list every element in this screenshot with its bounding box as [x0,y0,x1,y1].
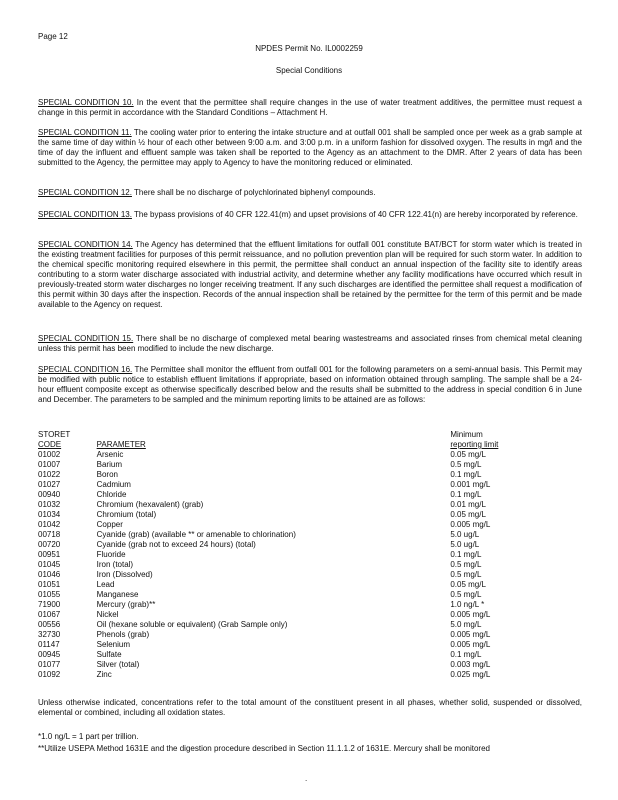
reporting-limit: 0.05 mg/L [450,450,486,459]
reporting-limit: 0.005 mg/L [450,640,491,649]
parameter-name: Zinc [96,670,112,679]
condition-label: SPECIAL CONDITION 13. [38,210,132,219]
parameter-name: Sulfate [96,650,122,659]
reporting-limit-header: reporting limit [450,440,499,449]
storet-header: STORET [38,430,71,439]
table-row [38,520,582,530]
storet-code: 00945 [38,650,61,659]
table-row [38,670,582,680]
parameter-name: Cadmium [96,480,131,489]
reporting-limit: 0.05 mg/L [450,580,486,589]
reporting-limit: 0.005 mg/L [450,610,491,619]
storet-code: 01034 [38,510,61,519]
header-spacer [85,430,415,440]
footnote-1: *1.0 ng/L = 1 part per trillion. [38,732,139,741]
page-number: Page 12 [38,32,68,41]
footnote-2: **Utilize USEPA Method 1631E and the digestion procedure described in Section 11.1.1.2 of 1631E. Mercury shall be monitored [38,744,490,753]
condition-label: SPECIAL CONDITION 16. [38,365,133,374]
special-condition-12 [38,188,582,198]
condition-text: There shall be no discharge of complexed metal bearing wastestreams and associated rinses from chemical metal cleaning unless this permit has been modified to include the new discharge. [38,334,582,353]
reporting-limit: 5.0 ug/L [450,530,480,539]
special-condition-14 [38,240,582,310]
table-row [38,580,582,590]
special-condition-16 [38,365,582,405]
parameter-table [38,430,582,680]
storet-code: 00556 [38,620,61,629]
reporting-limit: 0.025 mg/L [450,670,491,679]
table-header-row-1 [38,430,582,440]
storet-code: 00718 [38,530,61,539]
parameter-name: Mercury (grab)** [96,600,156,609]
parameter-name: Phenols (grab) [96,630,150,639]
condition-label: SPECIAL CONDITION 14. [38,240,133,249]
table-row [38,510,582,520]
reporting-limit: 0.01 mg/L [450,500,486,509]
table-row [38,630,582,640]
table-row [38,600,582,610]
reporting-limit: 0.1 mg/L [450,490,482,499]
table-row [38,480,582,490]
reporting-limit: 0.001 mg/L [450,480,491,489]
storet-code: 00951 [38,550,61,559]
storet-code: 01067 [38,610,61,619]
reporting-limit: 0.005 mg/L [450,630,491,639]
reporting-limit: 1.0 ng/L * [450,600,485,609]
storet-code: 01051 [38,580,61,589]
table-row [38,470,582,480]
parameter-name: Cyanide (grab) (available ** or amenable to chlorination) [96,530,296,539]
storet-code: 01032 [38,500,61,509]
permit-number: NPDES Permit No. IL0002259 [255,44,363,53]
reporting-limit: 0.1 mg/L [450,470,482,479]
concentration-note: Unless otherwise indicated, concentrations refer to the total amount of the constituent present in all phases, whether solid, suspended or dissolved, elemental or combined, including all oxidation states. [38,698,582,717]
storet-code: 01027 [38,480,61,489]
reporting-limit: 5.0 mg/L [450,620,482,629]
condition-text: In the event that the permittee shall require changes in the use of water treatment additives, the permittee must request a change in this permit in accordance with the Standard Conditions – Attachment H. [38,98,582,117]
storet-code: 01002 [38,450,61,459]
condition-text: The Permittee shall monitor the effluent from outfall 001 for the following parameters on a semi-annual basis. This Permit may be modified with public notice to establish effluent limitations if appropriate, based on information obtained through sampling. The sample shall be a 24-hour effluent composite except as otherwise specifically described below and the results shall be submitted to the address in special condition 6 in June and December. The parameters to be sampled and the minimum reporting limits to be attained are as follows: [38,365,582,404]
storet-code: 01055 [38,590,61,599]
special-condition-15 [38,334,582,354]
table-row [38,490,582,500]
parameter-name: Manganese [96,590,139,599]
code-header: CODE [38,440,62,449]
parameter-name: Chromium (total) [96,510,157,519]
storet-code: 32730 [38,630,61,639]
table-row [38,550,582,560]
condition-label: SPECIAL CONDITION 15. [38,334,134,343]
condition-text: The bypass provisions of 40 CFR 122.41(m) and upset provisions of 40 CFR 122.41(n) are hereby incorporated by reference. [131,210,578,219]
condition-label: SPECIAL CONDITION 12. [38,188,132,197]
table-row [38,560,582,570]
table-row [38,500,582,510]
storet-code: 01092 [38,670,61,679]
parameter-name: Barium [96,460,122,469]
table-row [38,610,582,620]
storet-code: 01077 [38,660,61,669]
page-subtitle: Special Conditions [275,66,343,75]
storet-code: 01147 [38,640,60,649]
reporting-limit: 0.005 mg/L [450,520,491,529]
parameter-name: Fluoride [96,550,126,559]
storet-code: 71900 [38,600,61,609]
reporting-limit: 0.5 mg/L [450,590,482,599]
parameter-name: Iron (total) [96,560,134,569]
parameter-name: Lead [96,580,115,589]
table-row [38,650,582,660]
parameter-name: Arsenic [96,450,124,459]
page-mark: . [305,774,308,783]
parameter-name: Iron (Dissolved) [96,570,153,579]
storet-code: 00720 [38,540,61,549]
special-condition-10 [38,98,582,118]
condition-label: SPECIAL CONDITION 11. [38,128,132,137]
parameter-name: Boron [96,470,118,479]
storet-code: 00940 [38,490,61,499]
condition-text: There shall be no discharge of polychlorinated biphenyl compounds. [131,188,376,197]
table-row [38,450,582,460]
storet-code: 01042 [38,520,61,529]
condition-text: The cooling water prior to entering the intake structure and at outfall 001 shall be sampled once per week as a grab sample at the same time of day within ½ hour of each other between 9:00 a.m. and 3:00 p.m. in a uniform fashion for dissolved oxygen. The results in mg/l and the time of day the influent and effluent sample was taken shall be reported to the Agency as an attachment to the DMR. After 2 years of data has been submitted to the Agency, the permittee may apply to Agency to have the monitoring reduced or eliminated. [38,128,582,167]
table-row [38,620,582,630]
reporting-limit: 0.5 mg/L [450,460,482,469]
parameter-name: Chloride [96,490,127,499]
parameter-name: Cyanide (grab not to exceed 24 hours) (total) [96,540,256,549]
parameter-name: Selenium [96,640,130,649]
parameter-name: Oil (hexane soluble or equivalent) (Grab Sample only) [96,620,288,629]
storet-code: 01046 [38,570,61,579]
storet-code: 01045 [38,560,61,569]
parameter-name: Chromium (hexavalent) (grab) [96,500,204,509]
table-row [38,530,582,540]
reporting-limit: 0.05 mg/L [450,510,486,519]
reporting-limit: 5.0 ug/L [450,540,480,549]
special-condition-13 [38,210,582,220]
table-row [38,590,582,600]
parameter-name: Nickel [96,610,119,619]
reporting-limit: 0.003 mg/L [450,660,491,669]
storet-code: 01007 [38,460,61,469]
table-row [38,460,582,470]
condition-text: The Agency has determined that the effluent limitations for outfall 001 constitute BAT/BCT for storm water which is treated in the existing treatment facilities for purposes of this permit reissuance, and no pollution prevention plan will be required for such storm water. In addition to the chemical specific monitoring required elsewhere in this permit, the permittee shall conduct an annual inspection of the facility site to identify areas contributing to a storm water discharge associated with industrial activity, and determine whether any facility modifications have occurred which result in previously-treated storm water discharges no longer receiving treatment. If any such discharges are identified the permittee shall request a modification of this permit within 30 days after the inspection. Records of the annual inspection shall be retained by the permittee for the term of this permit and be made available to the Agency on request. [38,240,582,309]
reporting-limit: 0.5 mg/L [450,560,482,569]
minimum-header: Minimum [450,430,483,439]
condition-label: SPECIAL CONDITION 10. [38,98,134,107]
reporting-limit: 0.1 mg/L [450,650,482,659]
table-header-row-2 [38,440,582,450]
special-condition-11 [38,128,582,168]
storet-code: 01022 [38,470,61,479]
parameter-header: PARAMETER [96,440,146,449]
parameter-name: Silver (total) [96,660,140,669]
reporting-limit: 0.5 mg/L [450,570,482,579]
reporting-limit: 0.1 mg/L [450,550,482,559]
table-row [38,660,582,670]
parameter-name: Copper [96,520,123,529]
table-row [38,640,582,650]
table-row [38,570,582,580]
table-row [38,540,582,550]
